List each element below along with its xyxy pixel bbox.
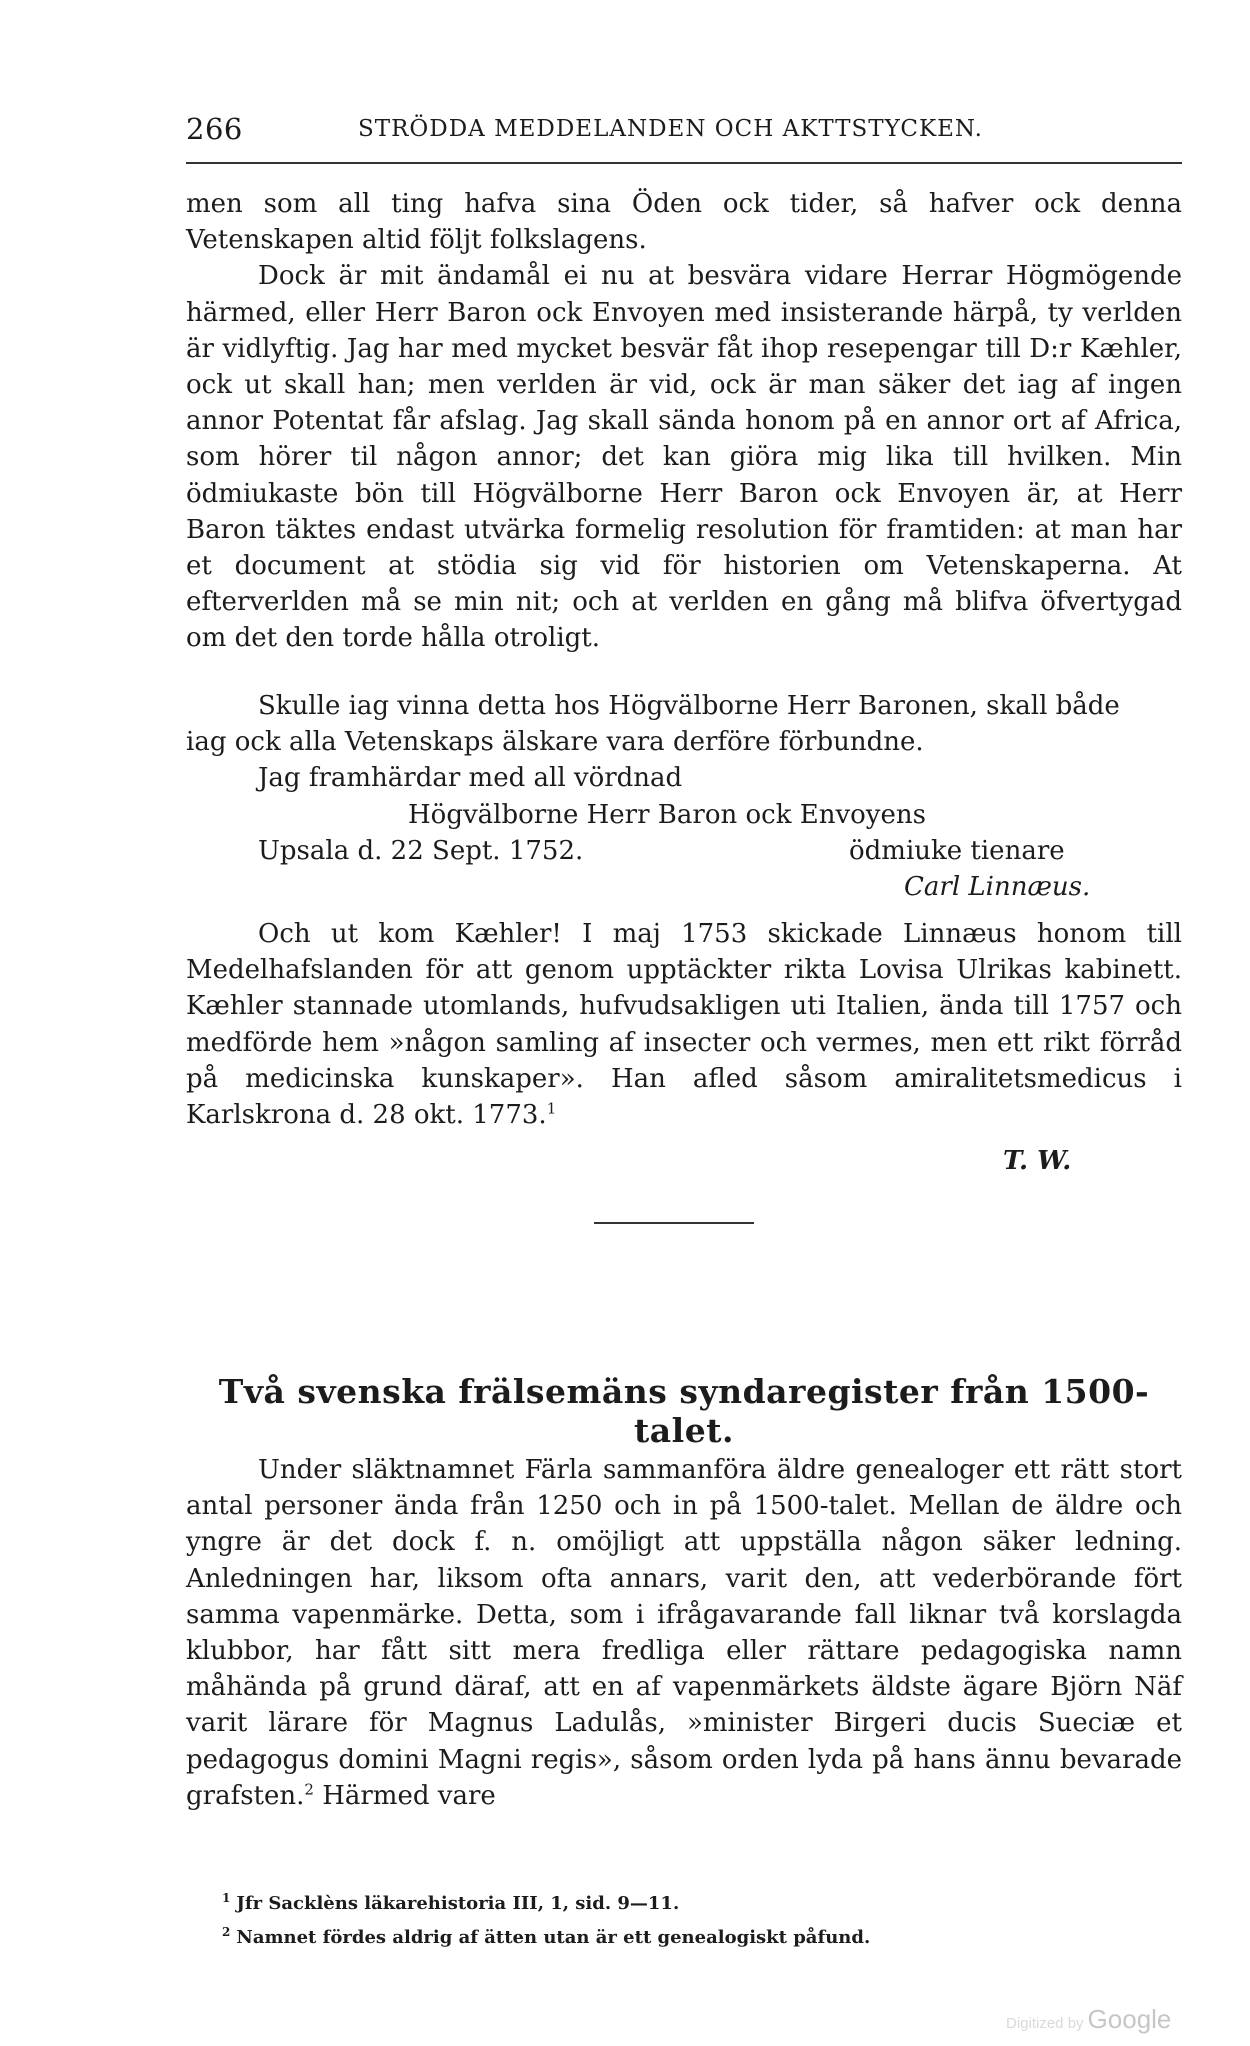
signature-linnaeus: Carl Linnæus. [904,871,1091,902]
footnote-2 [222,1918,1182,1952]
digitization-watermark [1006,2004,1171,2035]
section-divider [594,1222,754,1224]
footnote-mark-1: 1 [222,1891,231,1905]
watermark-brand: Google [1087,2004,1172,2034]
section-text: Under släktnamnet Färla sammanföra äldre genealoger ett rätt stort antal personer ända från 1250 och in på 1500-talet. Mellan de äldre och yngre är det dock f. n. omöjligt att uppställa någon säker ledning. Anledningen har, liksom ofta annars, varit den, att vederbörande fört samma vapenmärke. Detta, som i ifrågavarande fall liknar två korslagda klubbor, har fått sitt mera fredliga eller rättare pedagogiska namn måhända på grund däraf, att en af vapenmärkets äldste ägare Björn Näf varit lärare för Magnus Ladulås, »minister Birgeri ducis Sueciæ et pedagogus domini Magni regis», såsom orden lyda på hans ännu bevarade grafsten. [186,1455,1182,1811]
section-heading: Två svenska frälsemäns syndaregister från 1500-talet. [218,1372,1150,1450]
signature-line [186,869,1182,905]
footnote-text-1: Jfr Sacklèns läkarehistoria III, 1, sid. 9—11. [236,1893,680,1914]
author-signature: T. W. [1003,1146,1072,1176]
footnote-ref-1[interactable]: 1 [546,1099,557,1118]
running-title: STRÖDDA MEDDELANDEN OCH AKTTSTYCKEN. [358,116,983,142]
letter-main-paragraph: Dock är mit ändamål ei nu at besvära vidare Herrar Högmögende härmed, eller Herr Baron ock Envoyen med insisterande härpå, ty verlden är vidlyftig. Jag har med mycket besvär fåt ihop resepengar till D:r Kæhler, ock ut skall han; men verlden är vid, ock är man säker det iag af ingen annor Potentat får afslag. Jag skall sända honom på en annor ort af Africa, som hörer til någon annor; det kan giöra mig lika till hvilken. Min ödmiukaste bön till Högvälborne Herr Baron ock Envoyen är, at Herr Baron täktes endast utvärka formelig resolution för framtiden: at man har et document at stödia sig vid för historien om Vetenskaperna. At efterverlden må se min nit; och at verlden en gång må blifva öfvertygad om det den torde hålla otroligt. [186,261,1182,654]
closing-line-3: Jag framhärdar med all vördnad [258,763,683,794]
closing-line-1: Skulle iag vinna detta hos Högvälborne Herr Baronen, skall både [258,691,1120,721]
humble-servant: ödmiuke tienare [849,835,1065,866]
letter-closing [186,688,1182,905]
footnote-mark-2: 2 [222,1925,231,1939]
commentary-paragraph [186,916,1182,1133]
letter-text [186,186,1182,657]
section-text-continued: Härmed vare [322,1780,496,1811]
section-paragraph [186,1452,1182,1814]
letter-continuation-paragraph: men som all ting hafva sina Öden ock tider, så hafver ock denna Vetenskapen altid följt folkslagens. [186,189,1182,256]
footnote-1 [222,1884,1182,1918]
page-number: 266 [186,112,243,146]
place-date-line [186,833,1182,869]
closing-line-4: Högvälborne Herr Baron ock Envoyens [408,799,926,830]
place-date: Upsala d. 22 Sept. 1752. [258,835,584,866]
watermark-prefix: Digitized by [1006,2015,1084,2032]
running-head [186,112,1182,152]
header-rule [186,162,1182,164]
footnotes [222,1884,1182,1952]
closing-line-2: iag ock alla Vetenskaps älskare vara derföre förbundne. [186,727,924,758]
commentary-text: Och ut kom Kæhler! I maj 1753 skickade Linnæus honom till Medelhafslanden för att genom upptäckter rikta Lovisa Ulrikas kabinett. Kæhler stannade utomlands, hufvudsakligen uti Italien, ända till 1757 och medförde hem »någon samling af insecter och vermes, men ett rikt förråd på medicinska kunskaper». Han afled såsom amiralitetsmedicus i Karlskrona d. 28 okt. 1773. [186,919,1182,1131]
footnote-text-2: Namnet fördes aldrig af ätten utan är ett genealogiskt påfund. [236,1927,871,1948]
footnote-ref-2[interactable]: 2 [304,1780,314,1799]
